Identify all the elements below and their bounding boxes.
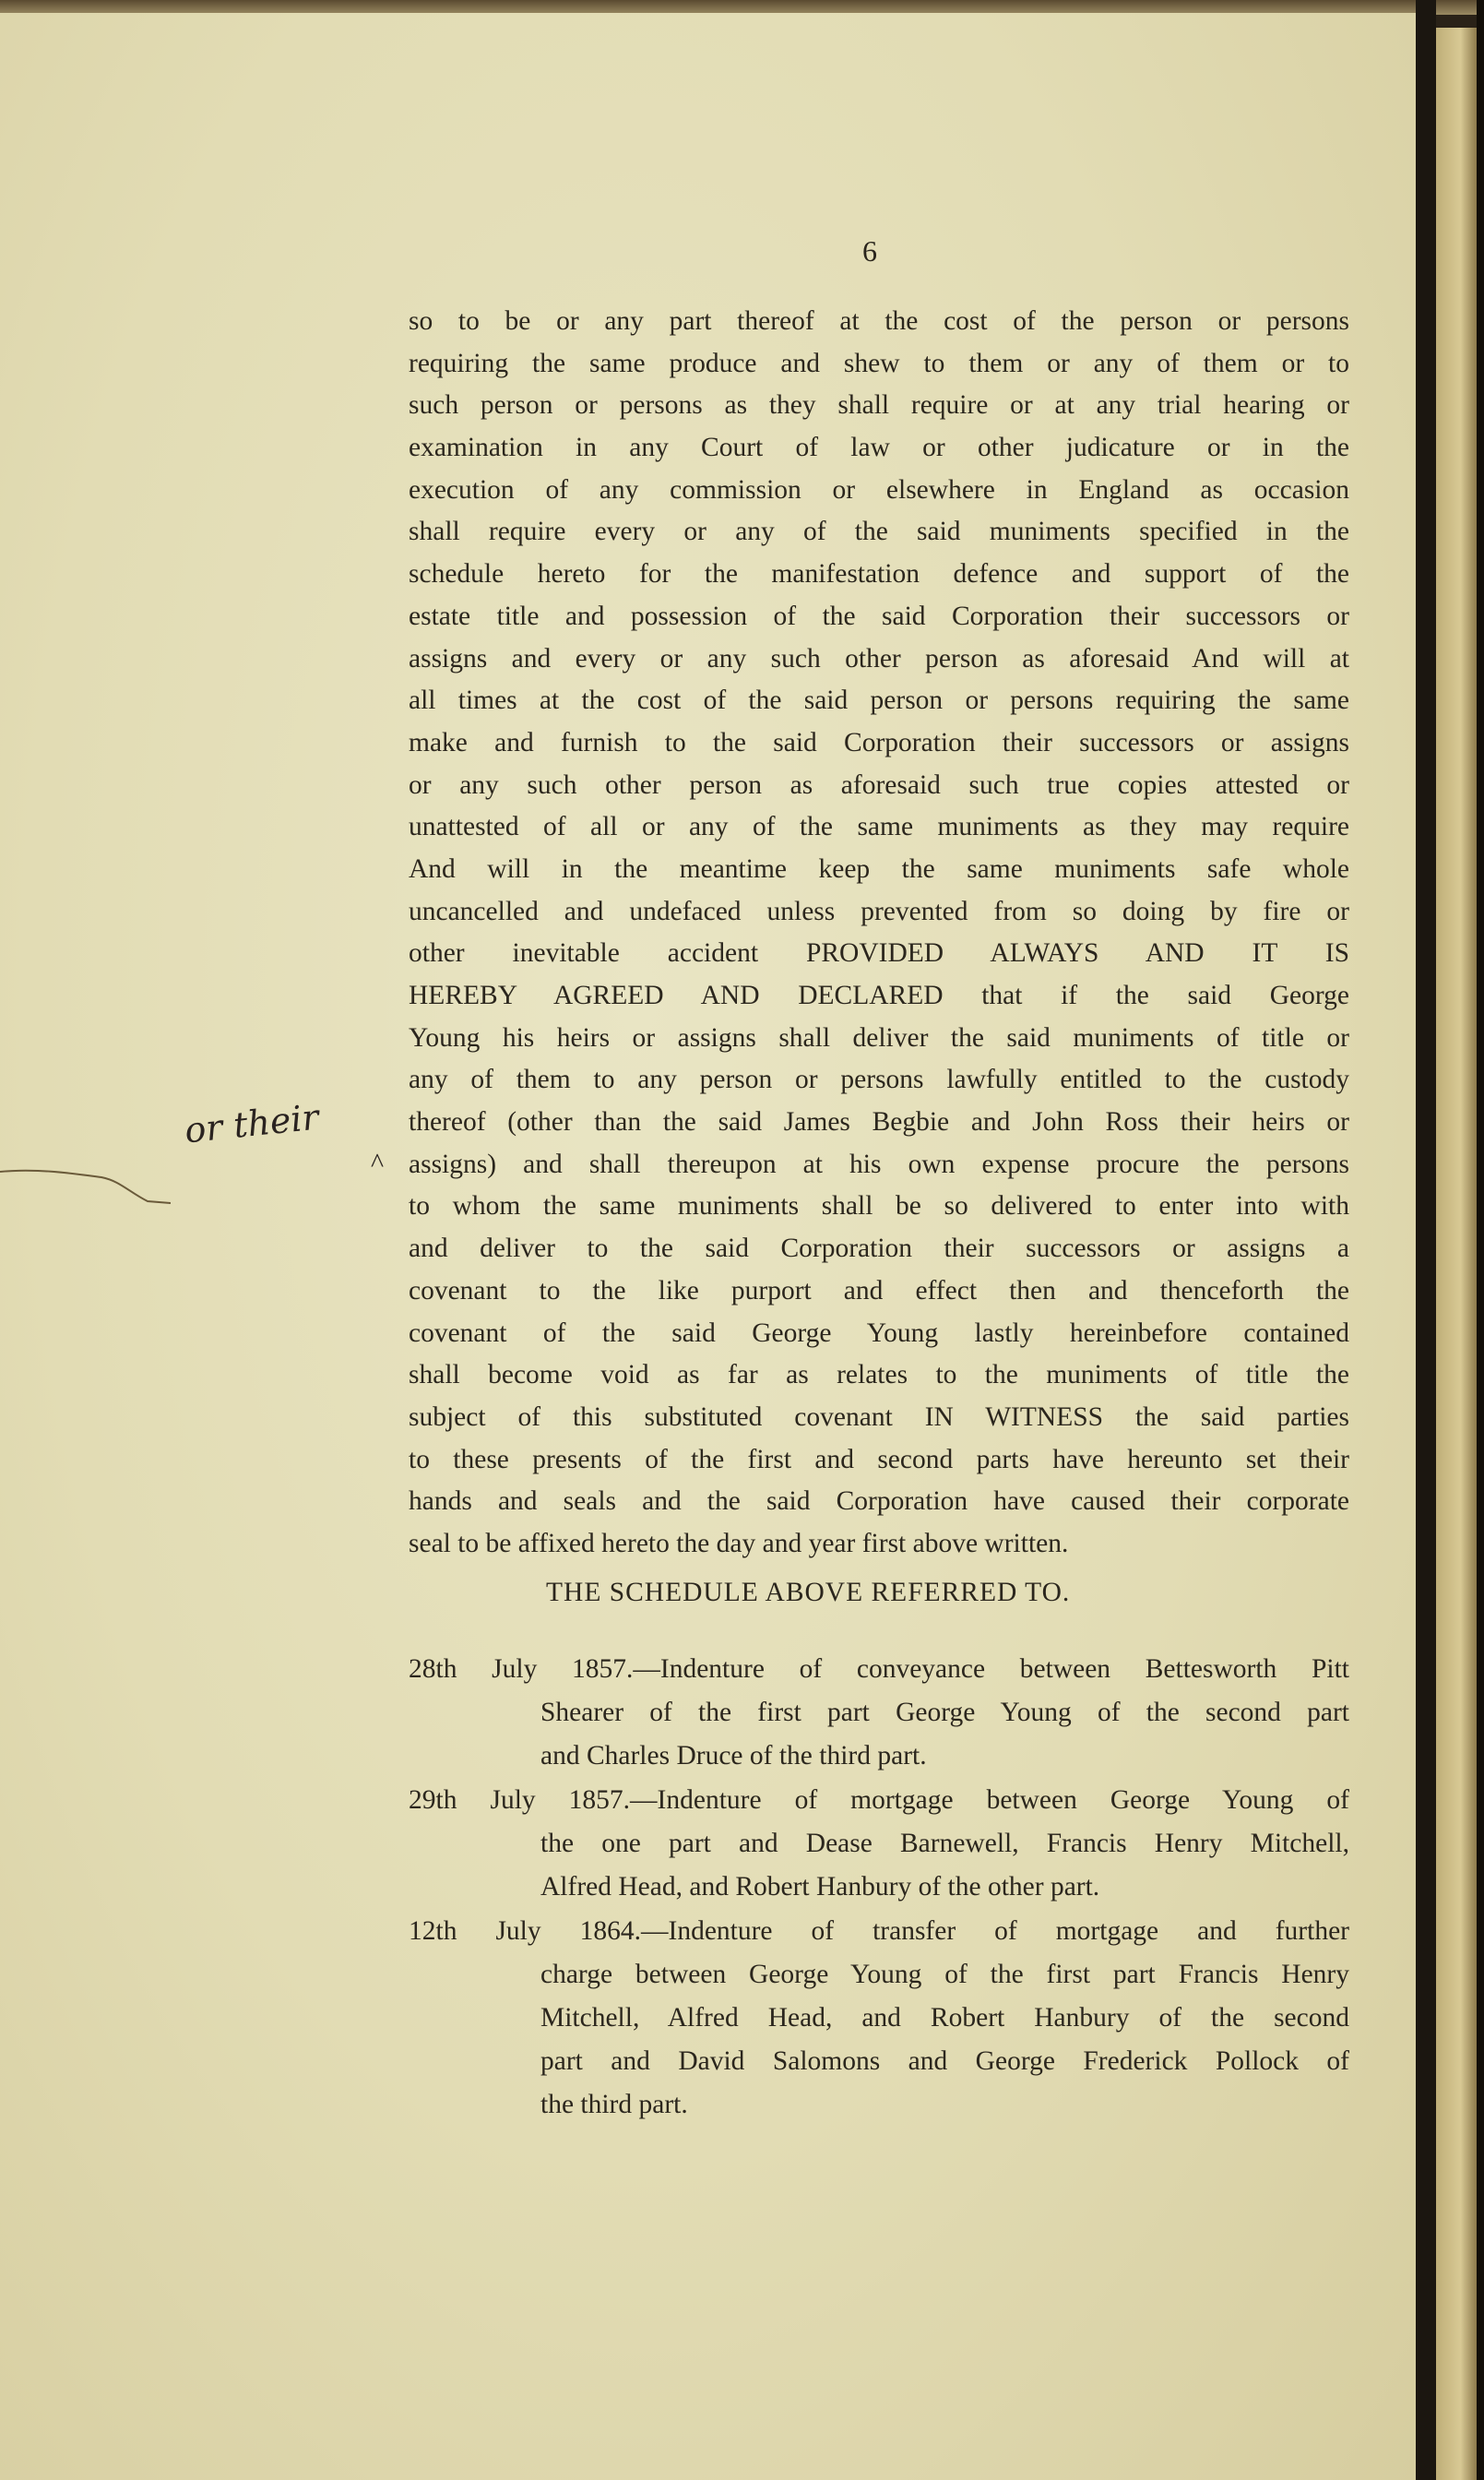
text-line: unattested of all or any of the same muniments as they may require [409,812,1349,842]
schedule-line: part and David Salomons and George Frederick Pollock of [540,2046,1349,2076]
text-line: make and furnish to the said Corporation their successors or assigns [409,727,1349,757]
schedule-line: 12th July 1864.—Indenture of transfer of mortgage and further [409,1916,1349,1946]
text-line: seal to be affixed hereto the day and year first above written. [409,1528,1069,1558]
schedule-entry [409,1779,1349,1909]
text-line: shall require every or any of the said muniments specified in the [409,517,1349,547]
next-page-edge [1436,28,1477,2480]
text-line: assigns and every or any such other person as aforesaid And will at [409,643,1349,674]
text-line: assigns) and shall thereupon at his own expense procure the persons [409,1149,1349,1179]
text-line: uncancelled and undefaced unless prevented from so doing by fire or [409,896,1349,926]
text-line: And will in the meantime keep the same muniments safe whole [409,853,1349,884]
schedule-entry [409,1648,1349,1778]
schedule-entry [409,1910,1349,2127]
text-line: shall become void as far as relates to the muniments of title the [409,1360,1349,1390]
text-line: so to be or any part thereof at the cost of the person or persons [409,306,1349,336]
handwritten-margin-note: or their [183,1096,321,1151]
text-line: requiring the same produce and shew to them or any of them or to [409,348,1349,378]
page-number: 6 [862,234,877,268]
text-line: or any such other person as aforesaid such true copies attested or [409,769,1349,800]
text-line: subject of this substituted covenant IN WITNESS the said parties [409,1401,1349,1432]
schedule-line: charge between George Young of the first part Francis Henry [540,1960,1349,1989]
schedule-line: the one part and Dease Barnewell, Francis Henry Mitchell, [540,1829,1349,1858]
schedule-line: 28th July 1857.—Indenture of conveyance between Bettesworth Pitt [409,1654,1349,1684]
text-line: covenant to the like purport and effect then and thenceforth the [409,1275,1349,1306]
schedule-line: the third part. [540,2090,688,2119]
text-line: Young his heirs or assigns shall deliver the said muniments of title or [409,1022,1349,1053]
text-line: and deliver to the said Corporation their successors or assigns a [409,1234,1349,1264]
schedule-line: 29th July 1857.—Indenture of mortgage between George Young of [409,1785,1349,1815]
insertion-caret: ^ [371,1148,385,1178]
schedule-line: Alfred Head, and Robert Hanbury of the other part. [540,1872,1100,1902]
text-line: such person or persons as they shall require or at any trial hearing or [409,390,1349,421]
text-line: other inevitable accident PROVIDED ALWAYS AND IT IS [409,938,1349,969]
schedule-line: Shearer of the first part George Young of the second part [540,1698,1349,1727]
text-line: to whom the same muniments shall be so delivered to enter into with [409,1191,1349,1222]
text-line: to these presents of the first and second parts have hereunto set their [409,1444,1349,1474]
text-line: thereof (other than the said James Begbie and John Ross their heirs or [409,1107,1349,1138]
text-line: covenant of the said George Young lastly hereinbefore contained [409,1318,1349,1348]
text-line: all times at the cost of the said person or persons requiring the same [409,686,1349,716]
schedule-line: Mitchell, Alfred Head, and Robert Hanbury of the second [540,2003,1349,2033]
binding-edge [1477,0,1484,2480]
text-line: examination in any Court of law or other judicature or in the [409,433,1349,463]
text-line: HEREBY AGREED AND DECLARED that if the said George [409,981,1349,1010]
schedule-heading: THE SCHEDULE ABOVE REFERRED TO. [546,1578,1071,1607]
body-text [409,301,1349,1566]
text-line: schedule hereto for the manifestation defence and support of the [409,559,1349,590]
page-gutter [1416,0,1436,2480]
paper-crease [0,1164,171,1210]
text-line: execution of any commission or elsewhere in England as occasion [409,474,1349,505]
text-line: hands and seals and the said Corporation have caused their corporate [409,1486,1349,1517]
schedule-line: and Charles Druce of the third part. [540,1741,927,1771]
text-line: estate title and possession of the said Corporation their successors or [409,601,1349,631]
text-line: any of them to any person or persons lawfully entitled to the custody [409,1065,1349,1095]
